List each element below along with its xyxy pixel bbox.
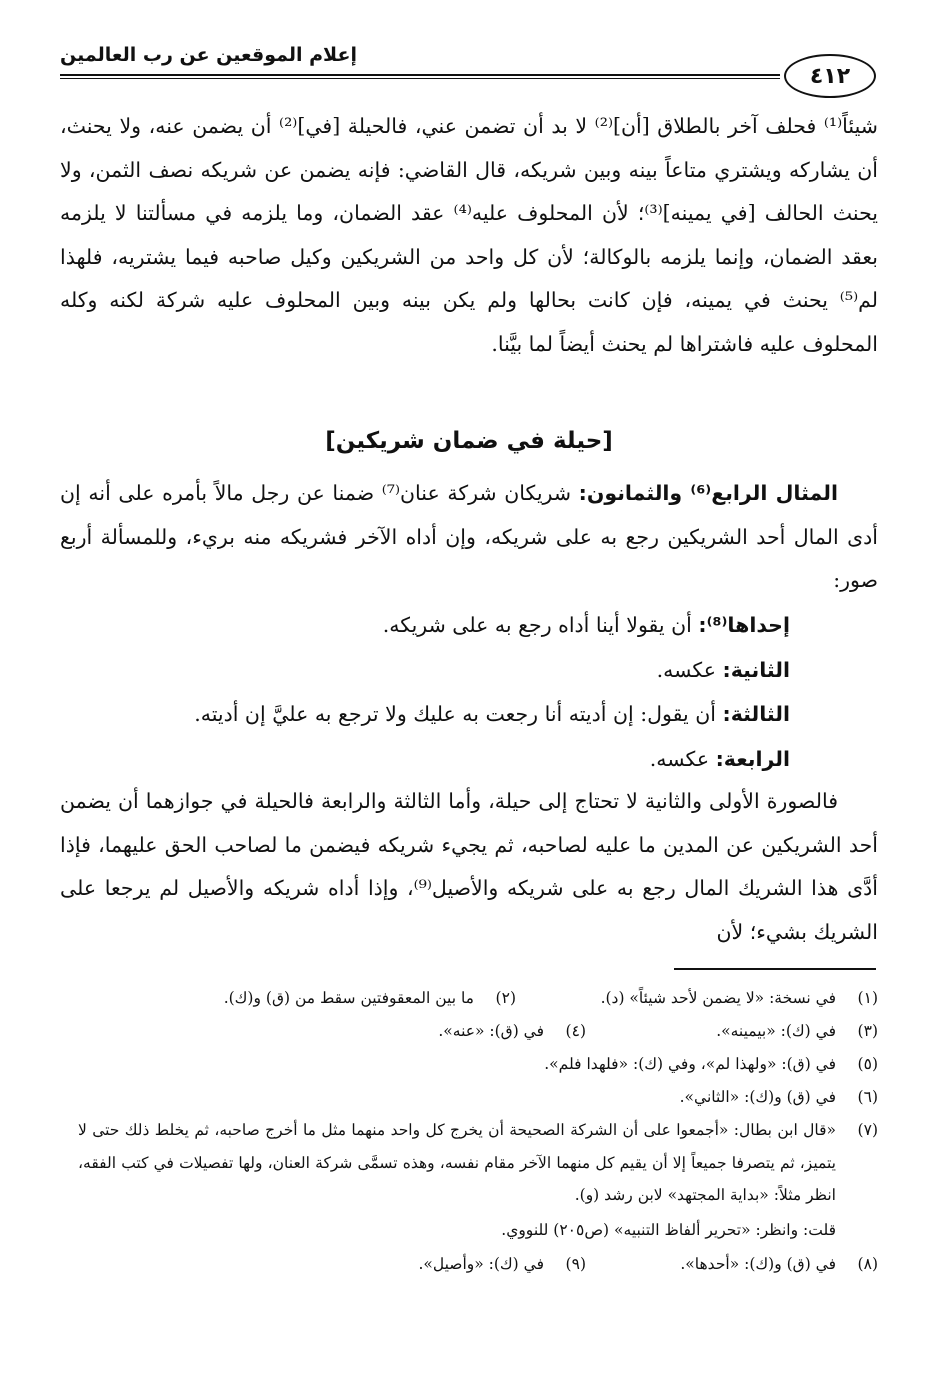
footnote-text: ما بين المعقوفتين سقط من (ق) و(ك). [223, 989, 474, 1007]
footnote-text: في (ك): «بيمينه». [716, 1022, 836, 1040]
case-text: أن يقولا أينا أداه رجع به على شريكه. [382, 613, 692, 637]
cases-list [60, 603, 790, 781]
case-item [60, 737, 790, 782]
footnote-number: (٧) [857, 1121, 878, 1139]
footnote-row [60, 1048, 878, 1081]
case-key: الثالثة: [722, 702, 790, 726]
footnote-number: (٩) [565, 1254, 586, 1273]
footnote-text: في (ق) و(ك): «الثاني». [679, 1088, 836, 1106]
footnote-number: (٥) [857, 1055, 878, 1073]
footnote-note: قلت: وانظر: «تحرير ألفاظ التنبيه» (ص٢٠٥) للنووي. [501, 1220, 836, 1239]
footnote-text: في (ق): «ولهذا لم»، وفي (ك): «فلهدا فلم». [544, 1055, 836, 1073]
footnote-row [60, 1248, 878, 1281]
case-text: عكسه. [656, 657, 716, 682]
footnote-row [60, 1114, 878, 1212]
footnotes [60, 982, 878, 1281]
footnote-row [60, 982, 878, 1015]
section-heading: [حيلة في ضمان شريكين] [325, 428, 613, 454]
footnote-number: (٢) [495, 989, 516, 1007]
footnote-row [60, 1081, 878, 1114]
header-rule [60, 74, 780, 76]
case-key: الرابعة: [715, 746, 790, 771]
header-rule-thin [60, 78, 780, 79]
case-text: عكسه. [649, 746, 710, 771]
book-title: إعلام الموقعين عن رب العالمين [60, 44, 357, 66]
case-item [60, 648, 790, 693]
case-key: إحداها⁽⁸⁾: [698, 613, 790, 637]
paragraph-lead: المثال الرابع⁽⁶⁾ والثمانون: [578, 481, 838, 505]
case-key: الثانية: [722, 657, 790, 682]
page-number: ٤١٢ [784, 54, 876, 98]
case-item [60, 692, 790, 737]
paragraph-2-text: شريكان شركة عنان⁽⁷⁾ ضمنا عن رجل مالاً بأمره على أنه إن أدى المال أحد الشريكين رجع به على شريكه، وإن أداه الآخر فشريكه منه بريء، وللمسألة أربع صور: [60, 481, 878, 592]
footnote-number: (٦) [857, 1088, 878, 1106]
paragraph-1: شيئاً⁽¹⁾ فحلف آخر بالطلاق [أن]⁽²⁾ لا بد أن تضمن عني، فالحيلة [في]⁽²⁾ أن يضمن عنه، ولا يحنث، أن يشاركه ويشتري متاعاً بينه وبين شريكه، قال القاضي: فإنه يضمن عن شريكه نصف الثمن، ولا يحنث الحالف [في يمينه]⁽³⁾؛ لأن المحلوف عليه⁽⁴⁾ عقد الضمان، وما يلزمه في مسألتنا لا يلزمه بعقد الضمان، وإنما يلزمه بالوكالة؛ لأن كل واحد من الشريكين وكيل صاحبه فيما يشتريه، فلهذا لم⁽⁵⁾ يحنث في يمينه، فإن كانت بحالها ولم يكن بينه وبين المحلوف عليه شركة لكنه وكله المحلوف عليه فاشتراها لم يحنث أيضاً لما بيَّنا. [60, 114, 879, 356]
footnote-text: في (ك): «وأصيل». [418, 1254, 544, 1273]
footnote-rule [674, 968, 876, 970]
case-text: أن يقول: إن أديته أنا رجعت به عليك ولا ترجع به عليَّ إن أديته. [194, 702, 716, 726]
footnote-text: في (ق) و(ك): «أحدها». [680, 1254, 836, 1273]
footnote-text: في (ق): «عنه». [438, 1022, 544, 1040]
footnote-text: «قال ابن بطال: «أجمعوا على أن الشركة الصحيحة أن يخرج كل واحد منهما مثل ما أخرج صاحبه، ثم يخلط ذلك حتى لا يتميز، ثم يتصرفا جميعاً إلا أن يقيم كل منهما الآخر مقام نفسه، وهذه تسمَّى شركة العنان، ولها تفصيلات في كتب الفقه، انظر مثلاً: «بداية المجتهد» لابن رشد (و). [78, 1121, 836, 1204]
footnote-number: (١) [857, 989, 878, 1007]
case-item [60, 603, 790, 648]
paragraph-3: فالصورة الأولى والثانية لا تحتاج إلى حيلة، وأما الثالثة والرابعة فالحيلة في جوازهما أن يضمن أحد الشريكين عن المدين ما عليه لصاحبه، ثم يجيء شريكه فيضمن ما لصاحب الحق عليهما، فإذا أدَّى هذا الشريك المال رجع به على شريكه والأصيل⁽⁹⁾، وإذا أداه شريكه والأصيل لم يرجعا على الشريك بشيء؛ لأن [60, 789, 878, 944]
running-header [60, 40, 876, 100]
footnote-number: (٨) [857, 1254, 878, 1273]
footnote-number: (٤) [565, 1022, 586, 1040]
paragraph-2 [60, 472, 878, 603]
footnote-text: في نسخة: «لا يضمن لأحد شيئاً» (د). [600, 989, 836, 1007]
footnote-number: (٣) [857, 1022, 878, 1040]
footnote-row [60, 1015, 878, 1048]
